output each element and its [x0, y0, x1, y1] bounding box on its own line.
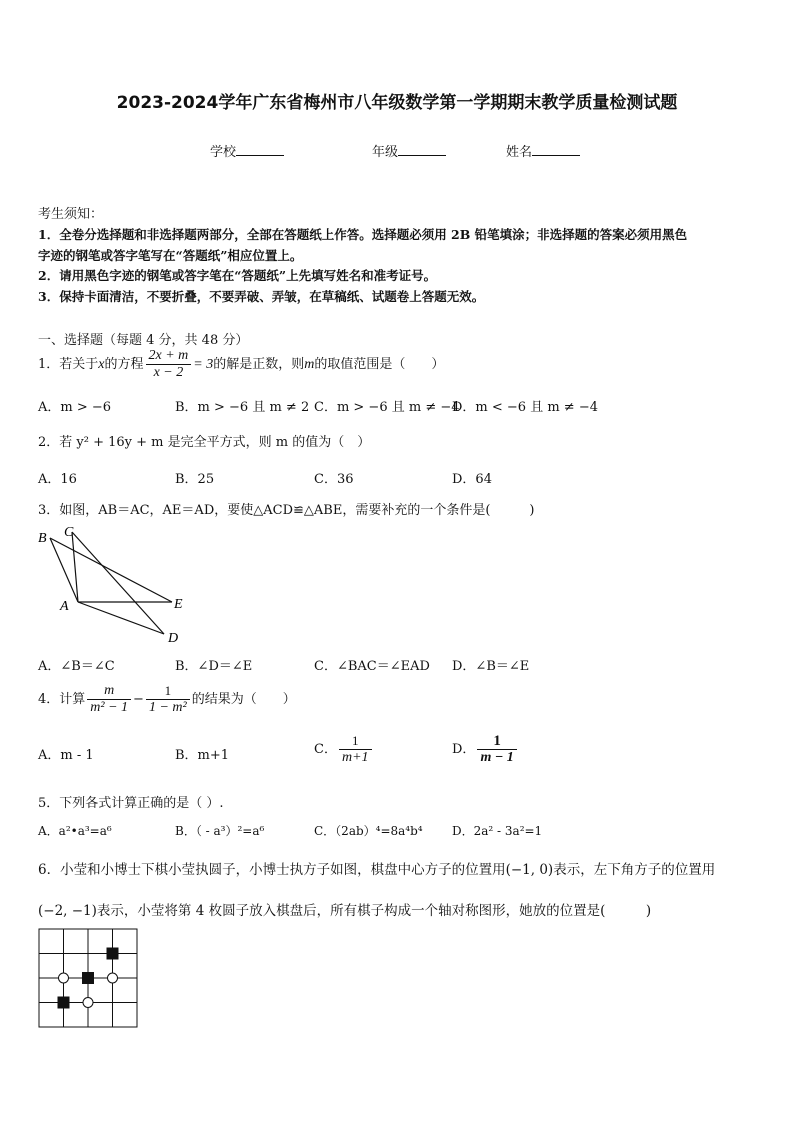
q4-option-d-fraction — [477, 733, 516, 766]
q4-option-c-fraction — [339, 733, 372, 766]
question-1 — [38, 347, 444, 383]
q3-option-d: D．∠B＝∠E — [452, 659, 530, 674]
q2-option-d: D．64 — [452, 472, 492, 487]
q4-d-denominator: m − 1 — [480, 750, 514, 765]
grade-field — [372, 141, 446, 160]
q1-tail: 的解是正数，则 — [213, 357, 305, 372]
round-piece-left — [59, 973, 69, 983]
question-5: 5．下列各式计算正确的是（ ）. — [38, 796, 224, 811]
q1-denominator: x − 2 — [153, 365, 184, 380]
chess-board-figure — [38, 928, 140, 1030]
round-piece-right — [108, 973, 118, 983]
triangle-figure — [34, 522, 194, 648]
page-title: 2023-2024学年广东省梅州市八年级数学第一学期期末教学质量检测试题 — [116, 93, 678, 113]
q3-option-b: B．∠D＝∠E — [175, 659, 253, 674]
q5-option-b: B．（ - a³）²=a⁶ — [175, 824, 265, 838]
q1-option-d: D．m < −6 且 m ≠ −4 — [452, 400, 598, 415]
q4-f2-denominator: 1 − m² — [148, 700, 187, 715]
q4-option-b: B．m+1 — [175, 748, 230, 763]
q4-option-d — [452, 732, 519, 768]
q1-var-m: m — [304, 357, 315, 372]
q2-option-a: A．16 — [38, 472, 77, 487]
q4-option-d-label: D． — [452, 742, 476, 757]
q4-lead: 4．计算 — [38, 692, 86, 707]
q1-option-a: A．m > −6 — [38, 400, 112, 415]
notice-item-3: 3．保持卡面清洁，不要折叠，不要弄破、弄皱，在草稿纸、试题卷上答题无效。 — [38, 289, 485, 304]
question-3: 3．如图，AB＝AC，AE＝AD，要使△ACD≌△ABE，需要补充的一个条件是( ) — [38, 503, 535, 518]
q4-c-numerator: 1 — [339, 733, 372, 750]
q4-f1-numerator: m — [87, 683, 131, 700]
square-piece-top — [107, 948, 119, 960]
q5-option-a: A．a²•a³=a⁶ — [38, 824, 112, 838]
notice-item-2: 2．请用黑色字迹的钢笔或答字笔在“答题纸”上先填写姓名和准考证号。 — [38, 268, 437, 283]
q2-option-c: C．36 — [314, 472, 354, 487]
notice-heading: 考生须知： — [38, 207, 104, 222]
label-b: B — [38, 531, 47, 546]
notice-item-1: 1．全卷分选择题和非选择题两部分，全部在答题纸上作答。选择题必须用 2B 铅笔填涂；非选择题的答案必须用黑色 — [38, 227, 688, 242]
q4-d-numerator: 1 — [477, 733, 516, 750]
question-6-line-1: 6．小莹和小博士下棋小莹执圆子，小博士执方子如图，棋盘中心方子的位置用(−1, 0)表示，左下角方子的位置用 — [38, 862, 716, 878]
q4-fraction-1 — [87, 683, 131, 716]
q4-option-c-label: C． — [314, 742, 337, 757]
question-4 — [38, 682, 296, 718]
notice-item-1b: 字迹的钢笔或答字笔写在“答题纸”相应位置上。 — [38, 248, 303, 263]
q3-option-a: A．∠B＝∠C — [38, 659, 115, 674]
q1-option-b: B．m > −6 且 m ≠ 2 — [175, 400, 310, 415]
round-piece-bottom — [83, 998, 93, 1008]
q4-f2-numerator: 1 — [146, 683, 190, 700]
q5-option-d: D．2a² - 3a²=1 — [452, 824, 543, 838]
grade-label: 年级 — [372, 145, 399, 160]
q4-f1-denominator: m² − 1 — [90, 700, 129, 715]
q1-mid: 的方程 — [104, 357, 144, 372]
q1-tail2: 的取值范围是（ ） — [314, 357, 445, 372]
section-heading: 一、选择题（每题 4 分，共 48 分） — [38, 333, 249, 348]
square-piece-bottom-left — [58, 997, 70, 1009]
label-c: C — [64, 525, 74, 540]
q1-var-x: x — [98, 357, 105, 372]
q1-option-c: C．m > −6 且 m ≠ −4 — [314, 400, 460, 415]
school-field — [210, 141, 284, 160]
q1-equals: = 3 — [193, 357, 214, 372]
name-field — [506, 141, 580, 160]
label-e: E — [174, 597, 183, 612]
q4-option-a: A．m - 1 — [38, 748, 94, 763]
q1-lead: 1．若关于 — [38, 357, 99, 372]
label-d: D — [168, 631, 179, 646]
school-label: 学校 — [210, 145, 237, 160]
question-6-line-2: (−2, −1)表示，小莹将第 4 枚圆子放入棋盘后，所有棋子构成一个轴对称图形，她放的位置是( ) — [38, 903, 652, 919]
q1-fraction — [146, 348, 192, 381]
q4-fraction-2 — [146, 683, 190, 716]
q4-option-c — [314, 732, 374, 768]
q3-option-c: C．∠BAC＝∠EAD — [314, 659, 430, 674]
q4-minus: − — [133, 692, 144, 707]
q5-option-c: C．（2ab）⁴=8a⁴b⁴ — [314, 824, 423, 838]
label-a: A — [60, 599, 69, 614]
square-piece-center — [82, 972, 94, 984]
q2-option-b: B．25 — [175, 472, 215, 487]
q1-numerator: 2x + m — [146, 348, 192, 365]
q4-tail: 的结果为（ ） — [191, 692, 296, 707]
question-2: 2．若 y² + 16y + m 是完全平方式，则 m 的值为（ ） — [38, 435, 371, 450]
name-label: 姓名 — [506, 145, 533, 160]
q4-c-denominator: m+1 — [341, 750, 369, 765]
